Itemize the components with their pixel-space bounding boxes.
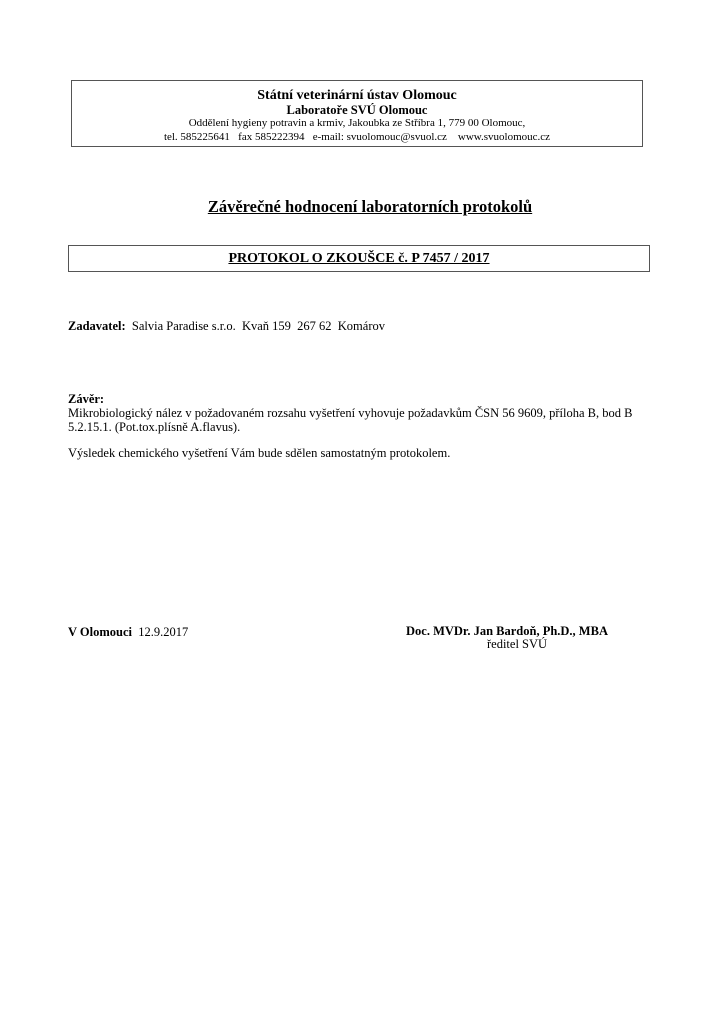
date: 12.9.2017 [138,625,189,639]
institution-name: Státní veterinární ústav Olomouc [257,88,457,103]
protocol-number: PROTOKOL O ZKOUŠCE č. P 7457 / 2017 [228,251,490,266]
client-label: Zadavatel: [68,319,126,333]
signer-role: ředitel SVÚ [487,637,548,651]
laboratory-name: Laboratoře SVÚ Olomouc [286,103,428,117]
conclusion-section [68,392,668,460]
conclusion-paragraph-2: Výsledek chemického vyšetření Vám bude sdělen samostatným protokolem. [68,446,451,460]
protocol-number-box [68,245,650,272]
client-section [68,319,385,334]
place: V Olomouci [68,625,133,639]
department-address: Oddělení hygieny potravin a krmiv, Jakoubka ze Stříbra 1, 779 00 Olomouc, [188,117,526,129]
institution-header [71,80,643,147]
signer-name: Doc. MVDr. Jan Bardoň, Ph.D., MBA [406,624,608,638]
document-title: Závěrečné hodnocení laboratorních protokolů [207,197,533,216]
conclusion-label: Závěr: [68,392,105,406]
contact-info: tel. 585225641 fax 585222394 e-mail: svuolomouc@svuol.cz www.svuolomouc.cz [163,131,551,143]
place-date [68,625,188,640]
client-value: Salvia Paradise s.r.o. Kvaň 159 267 62 Komárov [131,319,385,333]
signature-block [406,625,608,651]
conclusion-paragraph-1: Mikrobiologický nález v požadovaném rozsahu vyšetření vyhovuje požadavkům ČSN 56 9609, příloha B, bod B 5.2.15.1. (Pot.tox.plísně A.flavus). [68,406,633,434]
